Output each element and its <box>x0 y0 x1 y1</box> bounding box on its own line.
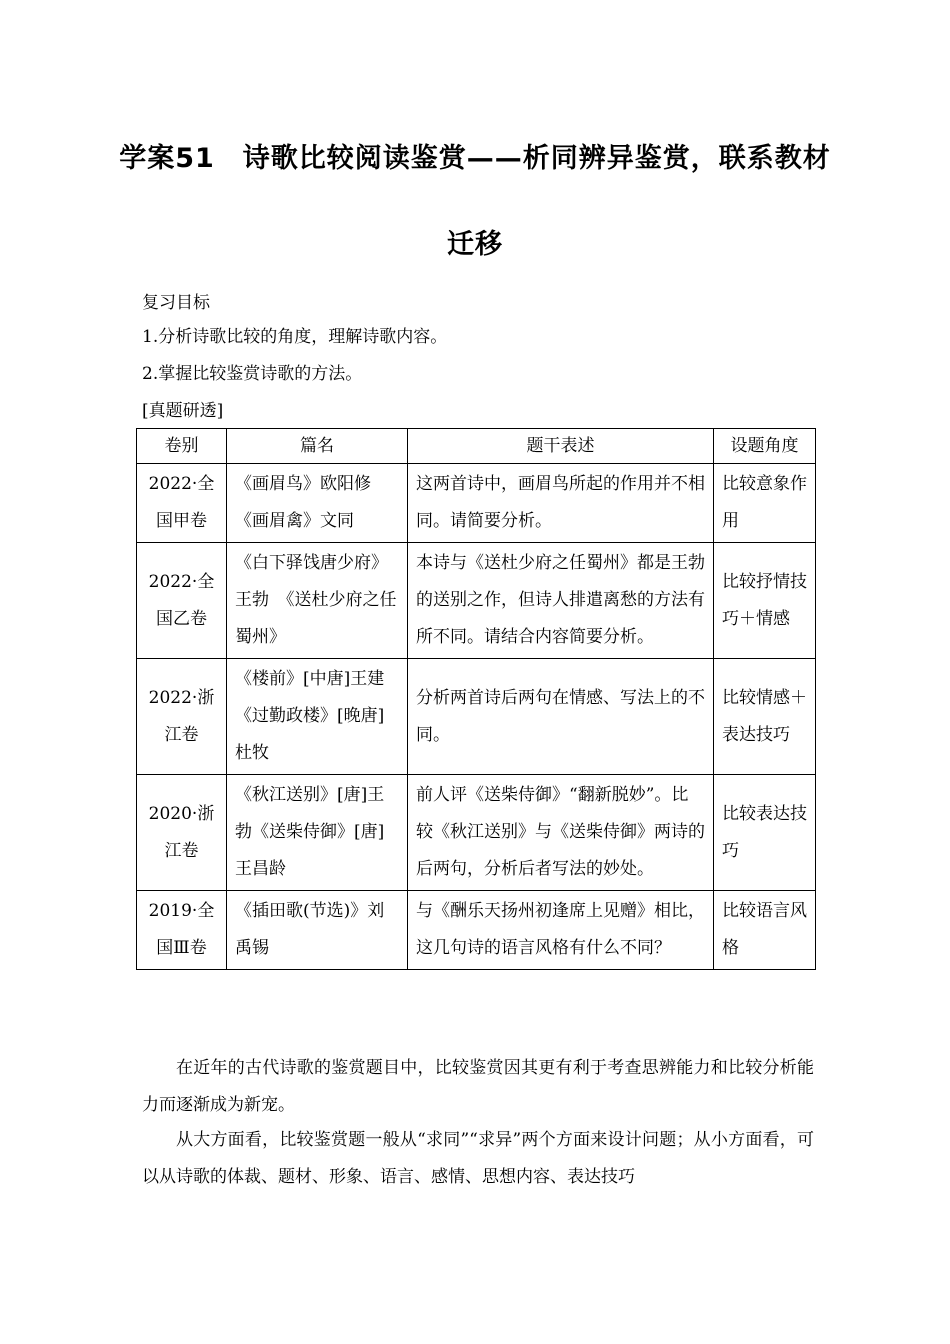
cell-angle: 比较表达技巧 <box>714 775 816 891</box>
cell-poems: 《秋江送别》[唐]王勃《送柴侍御》[唐]王昌龄 <box>227 775 408 891</box>
cell-volume: 2022·全国乙卷 <box>137 543 227 659</box>
table-row <box>137 464 816 543</box>
page-title-line-2: 迁移 <box>447 229 503 260</box>
body-paragraph-2: 从大方面看，比较鉴赏题一般从“求同”“求异”两个方面来设计问题；从小方面看，可以从诗歌的体裁、题材、形象、语言、感情、思想内容、表达技巧 <box>142 1130 814 1187</box>
cell-stem: 与《酬乐天扬州初逢席上见赠》相比，这几句诗的语言风格有什么不同？ <box>408 891 714 970</box>
cell-angle: 比较情感＋表达技巧 <box>714 659 816 775</box>
cell-volume: 2019·全国Ⅲ卷 <box>137 891 227 970</box>
page-title-line-1: 学案51 诗歌比较阅读鉴赏——析同辨异鉴赏，联系教材 <box>119 143 831 174</box>
section-label: [真题研透] <box>142 401 224 421</box>
header-stem: 题干表述 <box>408 429 714 464</box>
cell-volume: 2022·全国甲卷 <box>137 464 227 543</box>
cell-angle: 比较语言风格 <box>714 891 816 970</box>
cell-stem: 这两首诗中，画眉鸟所起的作用并不相同。请简要分析。 <box>408 464 714 543</box>
header-volume: 卷别 <box>137 429 227 464</box>
cell-stem: 本诗与《送杜少府之任蜀州》都是王勃的送别之作，但诗人排遣离愁的方法有所不同。请结合内容简要分析。 <box>408 543 714 659</box>
goal-item-2: 2.掌握比较鉴赏诗歌的方法。 <box>142 364 363 384</box>
cell-stem: 分析两首诗后两句在情感、写法上的不同。 <box>408 659 714 775</box>
header-angle: 设题角度 <box>714 429 816 464</box>
table-header-row <box>137 429 816 464</box>
table-row <box>137 775 816 891</box>
cell-poems: 《画眉鸟》欧阳修 《画眉禽》文同 <box>227 464 408 543</box>
cell-volume: 2022·浙江卷 <box>137 659 227 775</box>
goal-item-1: 1.分析诗歌比较的角度，理解诗歌内容。 <box>142 327 448 347</box>
body-paragraph-1: 在近年的古代诗歌的鉴赏题目中，比较鉴赏因其更有利于考查思辨能力和比较分析能力而逐渐成为新宠。 <box>142 1058 814 1115</box>
table-row <box>137 891 816 970</box>
goals-heading: 复习目标 <box>142 293 210 313</box>
cell-volume: 2020·浙江卷 <box>137 775 227 891</box>
cell-poems: 《白下驿饯唐少府》王勃 《送杜少府之任蜀州》 <box>227 543 408 659</box>
table-row <box>137 659 816 775</box>
cell-angle: 比较意象作用 <box>714 464 816 543</box>
table-row <box>137 543 816 659</box>
cell-poems: 《插田歌(节选)》刘禹锡 <box>227 891 408 970</box>
cell-stem: 前人评《送柴侍御》“翻新脱妙”。比较《秋江送别》与《送柴侍御》两诗的后两句，分析后者写法的妙处。 <box>408 775 714 891</box>
header-poems: 篇名 <box>227 429 408 464</box>
exam-table <box>136 428 816 970</box>
cell-poems: 《楼前》[中唐]王建 《过勤政楼》[晚唐]杜牧 <box>227 659 408 775</box>
cell-angle: 比较抒情技巧＋情感 <box>714 543 816 659</box>
